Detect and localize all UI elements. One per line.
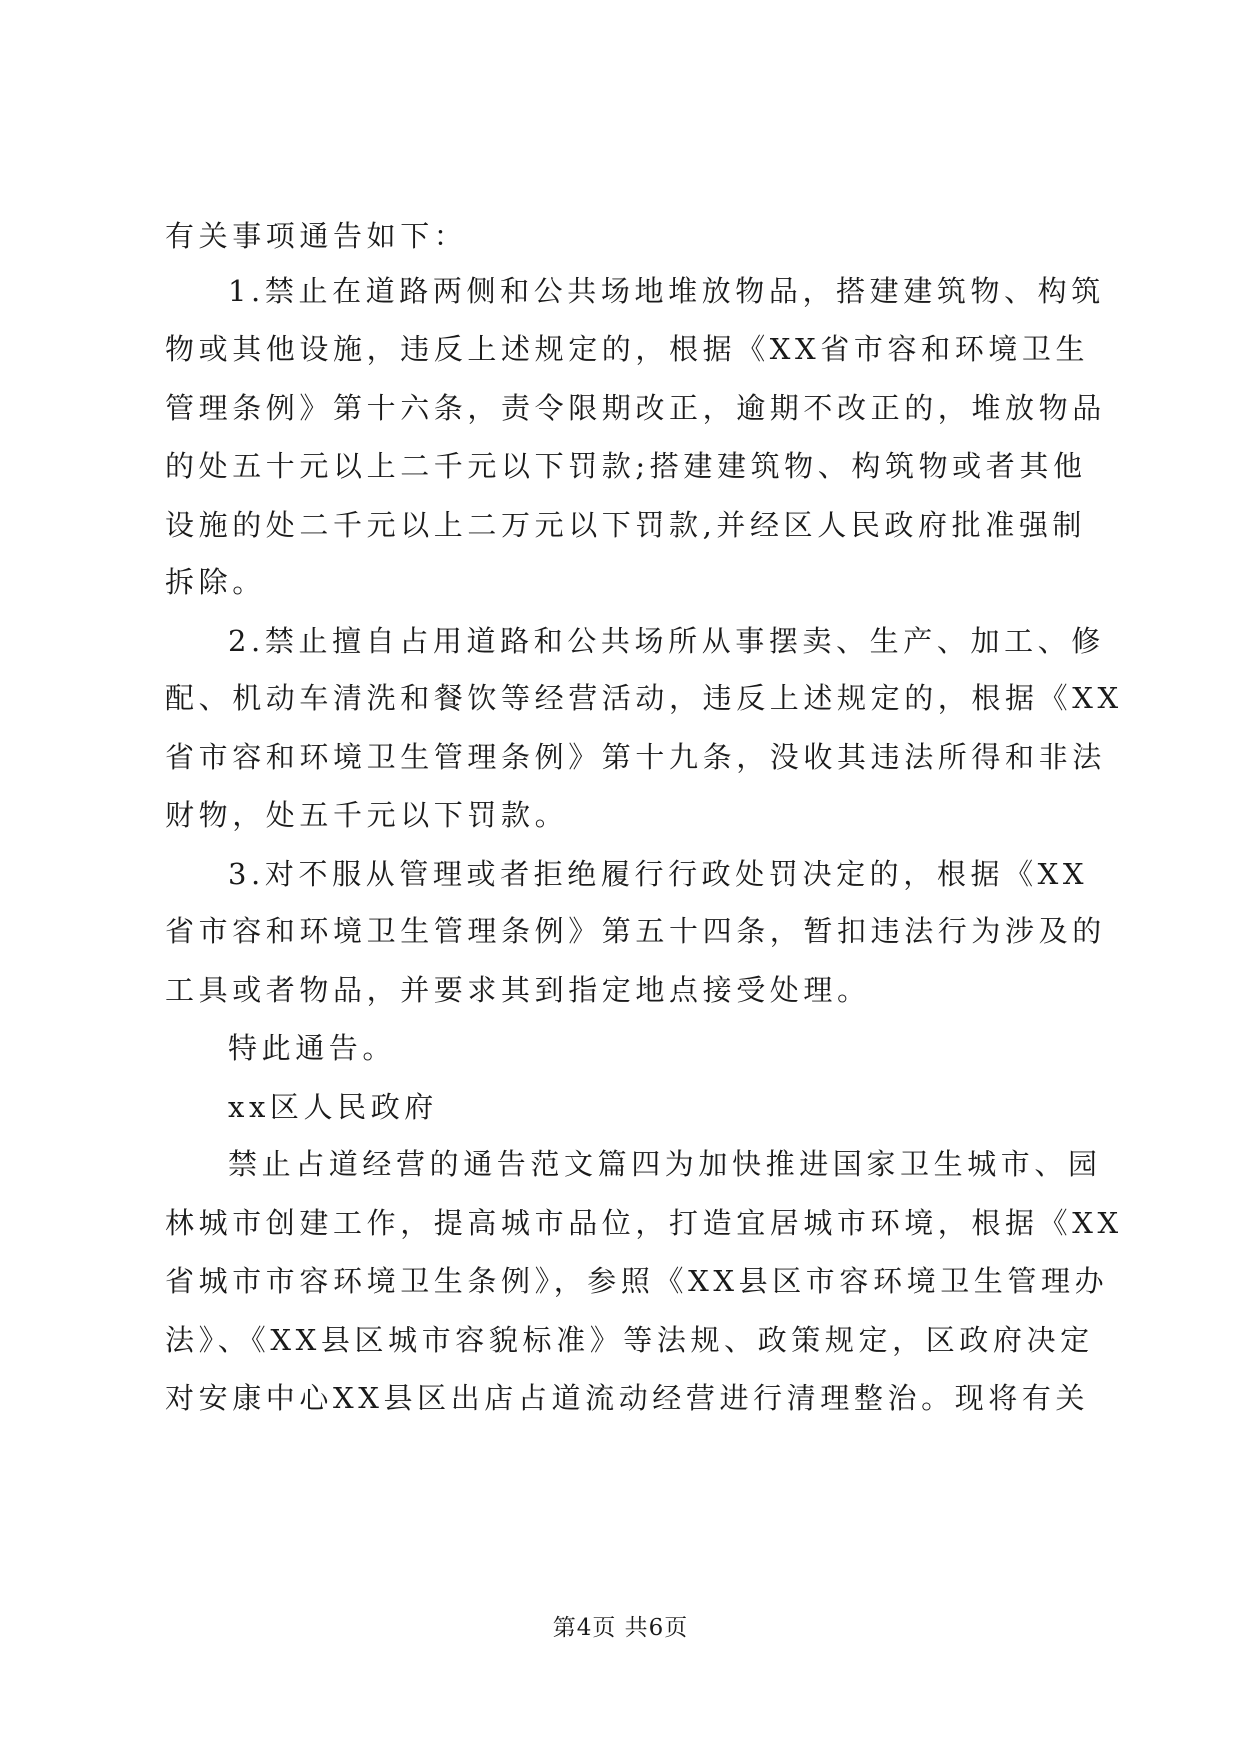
- body-line: 1.禁止在道路两侧和公共场地堆放物品，搭建建筑物、构筑: [228, 274, 1105, 308]
- body-line: 配、机动车清洗和餐饮等经营活动，违反上述规定的，根据《XX: [165, 681, 1123, 715]
- body-line: 省市容和环境卫生管理条例》第十九条，没收其违法所得和非法: [165, 740, 1106, 774]
- body-line: 省城市市容环境卫生条例》，参照《XX县区市容环境卫生管理办: [165, 1264, 1109, 1298]
- body-line: 有关事项通告如下：: [165, 219, 468, 253]
- page-number-footer: 第4页 共6页: [552, 1615, 689, 1641]
- body-line: 财物，处五千元以下罚款。: [165, 798, 569, 832]
- body-line: 的处五十元以上二千元以下罚款;搭建建筑物、构筑物或者其他: [165, 449, 1087, 483]
- body-line: 拆除。: [165, 565, 266, 599]
- body-line: 省市容和环境卫生管理条例》第五十四条，暂扣违法行为涉及的: [165, 914, 1106, 948]
- body-line: 对安康中心XX县区出店占道流动经营进行清理整治。现将有关: [165, 1381, 1090, 1415]
- body-line: 3.对不服从管理或者拒绝履行行政处罚决定的，根据《XX: [228, 857, 1089, 891]
- body-line: 物或其他设施，违反上述规定的，根据《XX省市容和环境卫生: [165, 332, 1090, 366]
- body-line: 工具或者物品，并要求其到指定地点接受处理。: [165, 973, 871, 1007]
- body-line: 2.禁止擅自占用道路和公共场所从事摆卖、生产、加工、修: [228, 624, 1105, 658]
- body-line: 管理条例》第十六条，责令限期改正，逾期不改正的，堆放物品: [165, 391, 1106, 425]
- body-line: 禁止占道经营的通告范文篇四为加快推进国家卫生城市、园: [228, 1147, 1102, 1181]
- body-line: xx区人民政府: [228, 1090, 438, 1124]
- body-line: 设施的处二千元以上二万元以下罚款,并经区人民政府批准强制: [165, 508, 1087, 542]
- body-line: 特此通告。: [228, 1031, 397, 1065]
- body-line: 林城市创建工作，提高城市品位，打造宜居城市环境，根据《XX: [165, 1206, 1123, 1240]
- body-line: 法》、《XX县区城市容貌标准》等法规、政策规定，区政府决定: [165, 1323, 1094, 1357]
